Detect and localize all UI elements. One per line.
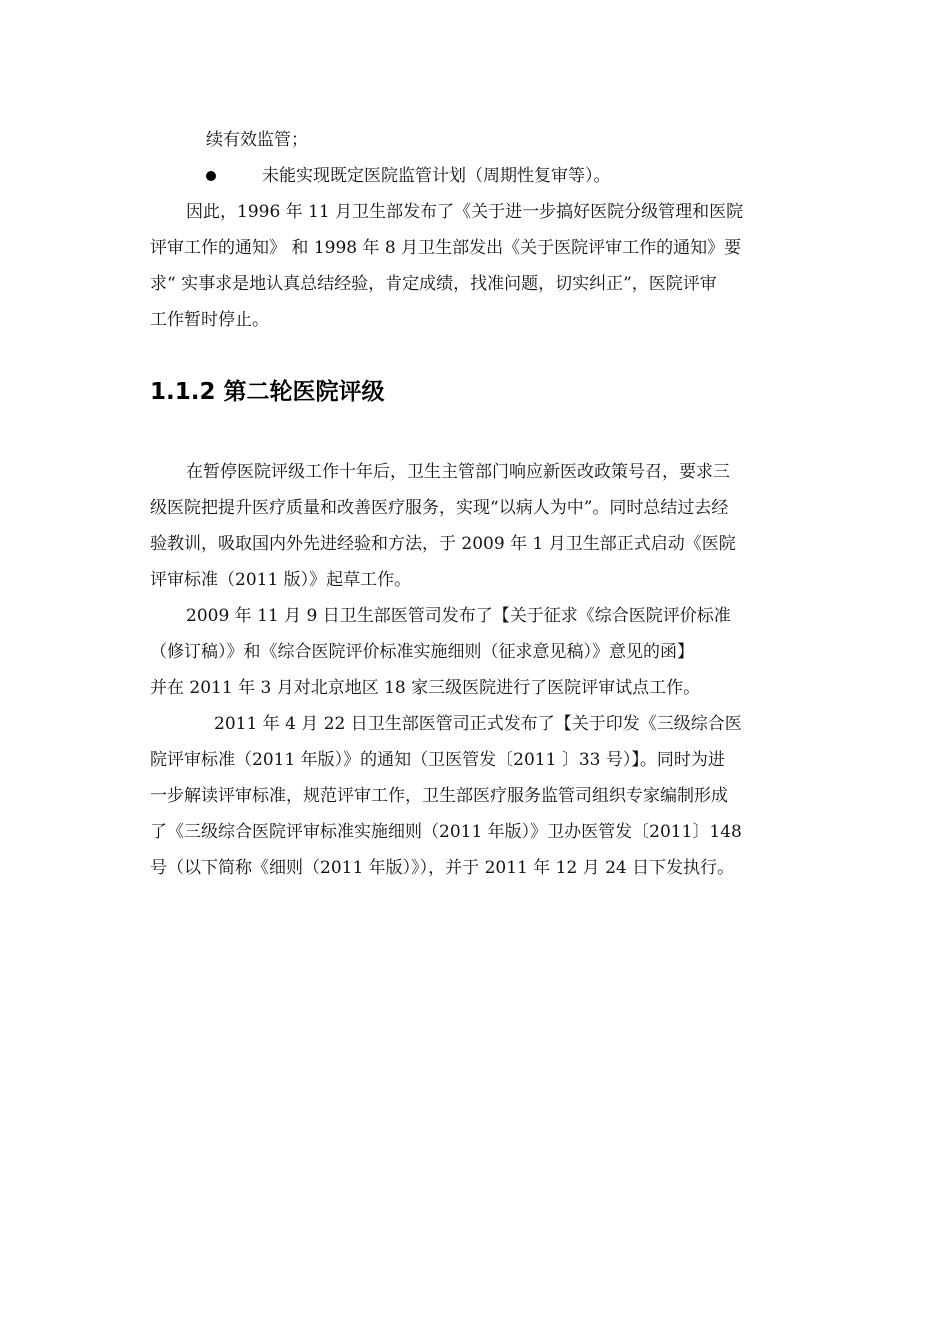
paragraph-line: 评审标准（2011 版）》起草工作。 — [150, 570, 412, 590]
paragraph-line: 工作暂时停止。 — [150, 310, 269, 330]
paragraph-line: 并在 2011 年 3 月对北京地区 18 家三级医院进行了医院评审试点工作。 — [150, 678, 701, 698]
paragraph-line: 2011 年 4 月 22 日卫生部医管司正式发布了【关于印发《三级综合医 — [214, 714, 742, 734]
paragraph-line: 级医院把提升医疗质量和改善医疗服务，实现“以病人为中”。同时总结过去经 — [150, 498, 729, 518]
paragraph-line: 在暂停医院评级工作十年后，卫生主管部门响应新医改政策号召，要求三 — [186, 462, 730, 482]
continued-line: 续有效监管； — [206, 130, 308, 150]
paragraph-line: 求“ 实事求是地认真总结经验，肯定成绩，找准问题，切实纠正”，医院评审 — [150, 274, 717, 294]
bullet-item — [150, 158, 800, 194]
document-body — [150, 122, 800, 886]
bullet-dot-icon — [206, 171, 216, 181]
bullet-text: 未能实现既定医院监管计划（周期性复审等）。 — [262, 166, 611, 186]
paragraph-line: 评审工作的通知》 和 1998 年 8 月卫生部发出《关于医院评审工作的通知》要 — [150, 238, 742, 258]
paragraph-line: 因此，1996 年 11 月卫生部发布了《关于进一步搞好医院分级管理和医院 — [186, 202, 744, 222]
paragraph-line: 一步解读评审标准，规范评审工作，卫生部医疗服务监管司组织专家编制形成 — [150, 786, 728, 806]
paragraph-line: 院评审标准（2011 年版）》的通知（卫医管发〔2011 〕33 号）】。同时为进 — [150, 750, 725, 770]
section-heading: 1.1.2 第二轮医院评级 — [150, 379, 385, 405]
paragraph-line: 2009 年 11 月 9 日卫生部医管司发布了【关于征求《综合医院评价标准 — [186, 606, 731, 626]
paragraph-3 — [150, 598, 800, 706]
paragraph-line: （修订稿）》和《综合医院评价标准实施细则（征求意见稿）》意见的函】 — [150, 642, 694, 662]
paragraph-4 — [150, 706, 800, 886]
paragraph-2 — [150, 454, 800, 598]
paragraph-line: 验教训，吸取国内外先进经验和方法，于 2009 年 1 月卫生部正式启动《医院 — [150, 534, 736, 554]
paragraph-line: 号（以下简称《细则（2011 年版）》），并于 2011 年 12 月 24 日下发执行。 — [150, 858, 735, 878]
paragraph-1 — [150, 194, 800, 338]
paragraph-line: 了《三级综合医院评审标准实施细则（2011 年版）》卫办医管发〔2011〕148 — [150, 822, 742, 842]
